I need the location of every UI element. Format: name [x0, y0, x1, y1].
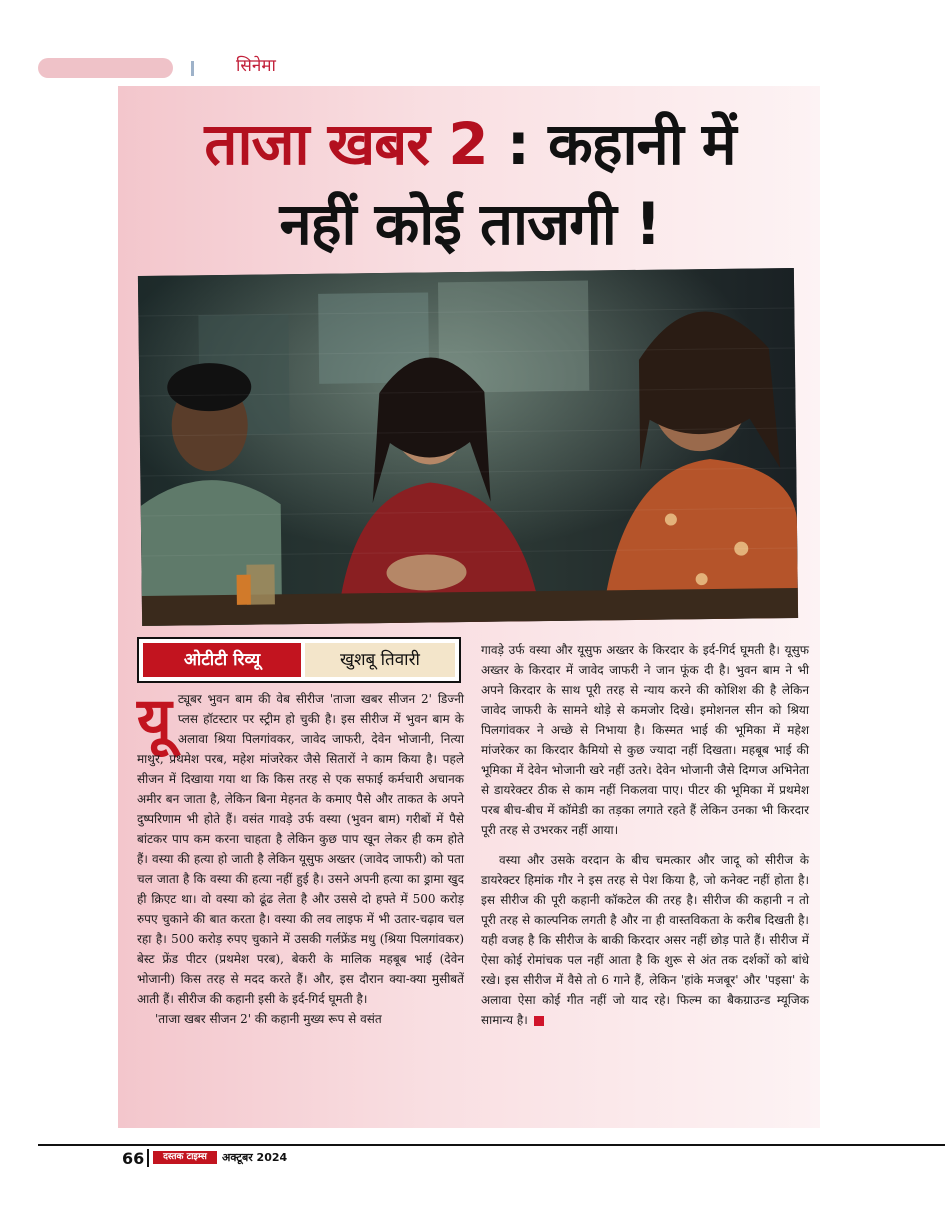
paragraph: 'ताजा खबर सीजन 2' की कहानी मुख्य रूप से वसंत	[155, 1012, 382, 1026]
paragraph-text: ट्यूबर भुवन बाम की वेब सीरीज 'ताजा खबर सीजन 2' डिज्नी प्लस हॉटस्टार पर स्ट्रीम हो चुकी है। इस सीरीज में भुवन बाम के अलावा श्रिया पिलगांवकर, जावेद जाफरी, देवेन भोजानी, नित्या माथुर, प्रथमेश परब, महेश मांजरेकर जैसे सितारों ने काम किया है। पहले सीजन में दिखाया गया था कि किस तरह से एक सफाई कर्मचारी अचानक अमीर बन जाता है, लेकिन बिना मेहनत के कमाए पैसे और ताकत के अपने दुष्परिणाम भी होते हैं। वसंत गावड़े उर्फ वस्या (भुवन बाम) गरीबों में पैसे बांटकर पाप कम करना चाहता है लेकिन कुछ पाप खून लेकर ही कम होते हैं। वस्या की हत्या हो जाती है लेकिन यूसुफ अख्तर (जावेद जाफरी) को पता चल जाता है कि वस्या की हत्या नहीं हुई है। उसने अपनी हत्या का ड्रामा खुद ही क्रिएट था। वो वस्या को ढूंढ लेता है और उससे दो हफ्ते में 500 करोड़ रुपए चुकाने की बात करता है। वस्या की लव लाइफ में भी उतार-चढ़ाव चल रहा है। 500 करोड़ रुपए चुकाने में उसकी गर्लफ्रेंड मधु (श्रिया पिलगांवकर) बेस्ट फ्रेंड पीटर (प्रथमेश परब), बेकरी के मालिक महबूब भाई (देवेन भोजानी) किस तरह से मदद करते हैं। और, इस दौरान क्या-क्या मुसीबतें आती हैं। सीरीज की कहानी इसी के इर्द-गिर्द घूमती है।	[137, 692, 464, 1006]
paragraph-text: वस्या और उसके वरदान के बीच चमत्कार और जादू को सीरीज के डायरेक्टर हिमांक गौर ने इस तरह से पेश किया है, जो कनेक्ट नहीं होता है। इस सीरीज की पूरी कहानी कॉकटेल की तरह है। सीरीज की कहानी न तो पूरी तरह से काल्पनिक लगती है और ना ही वास्तविकता के करीब दिखती है। यही वजह है कि सीरीज के बाकी किरदार असर नहीं छोड़ पाते हैं। सीरीज में ऐसा कोई रोमांचक पल नहीं आता है कि शुरू से अंत तक दर्शकों को बांधे रखे। इस सीरीज में वैसे तो 6 गाने हैं, लेकिन 'हांके मजबूर' और 'पइसा' के अलावा ऐसा कोई गीत नहीं जो याद रहे। फिल्म का बैकग्राउन्ड म्यूजिक सामान्य है।	[481, 853, 809, 1027]
footer-rule	[38, 1144, 945, 1146]
headline-line-2: नहीं कोई ताजगी !	[279, 190, 661, 258]
section-label: सिनेमा	[236, 56, 276, 76]
article-column-1	[137, 685, 464, 1029]
category-tag: ओटीटी रिव्यू	[143, 643, 301, 677]
paragraph	[137, 685, 464, 1009]
author-name: खुशबू तिवारी	[305, 643, 455, 677]
article-photo	[138, 268, 798, 626]
footer-divider	[147, 1149, 149, 1167]
byline-box	[137, 637, 461, 683]
article-headline	[130, 104, 810, 264]
drop-cap: यू	[137, 685, 172, 755]
header-divider	[191, 61, 194, 76]
end-mark-icon	[534, 1016, 544, 1026]
paragraph: गावड़े उर्फ वस्या और यूसुफ अख्तर के किरदार के इर्द-गिर्द घूमती है। यूसुफ अख्तर के किरदार में जावेद जाफरी ने जान फूंक दी है। भुवन बाम ने भी अपने किरदार के साथ पूरी तरह से न्याय करने की कोशिश की है लेकिन जावेद जाफरी के सामने थोड़े से कमजोर दिखे। इमोशनल सीन को श्रिया पिलगांवकर ने अच्छे से निभाया है। किस्मत भाई की भूमिका में महेश मांजरेकर का किरदार कैमियो से कुछ ज्यादा नहीं दिखता। महबूब भाई की भूमिका में देवेन भोजानी खरे नहीं उतरे। देवेन भोजानी जैसे दिग्गज अभिनेता से डायरेक्टर ठीक से काम नहीं निकलवा पाए। पीटर की भूमिका में प्रथमेश परब बीच-बीच में कॉमेडी का तड़का लगाते रहते हैं लेकिन उनका भी किरदार पूरी तरह से उभरकर नहीं आया।	[481, 643, 809, 837]
series-still-image	[138, 268, 798, 626]
header-pill-decoration	[38, 58, 173, 78]
issue-date: अक्टूबर 2024	[222, 1151, 288, 1164]
article-column-2	[481, 640, 809, 1030]
page-number: 66	[122, 1149, 145, 1168]
magazine-logo: दस्तक टाइम्स	[153, 1151, 217, 1164]
paragraph	[481, 850, 809, 1030]
headline-red-part: ताजा खबर 2	[204, 110, 488, 178]
headline-black-part: : कहानी में	[506, 110, 736, 178]
headline-line-1	[130, 104, 810, 184]
